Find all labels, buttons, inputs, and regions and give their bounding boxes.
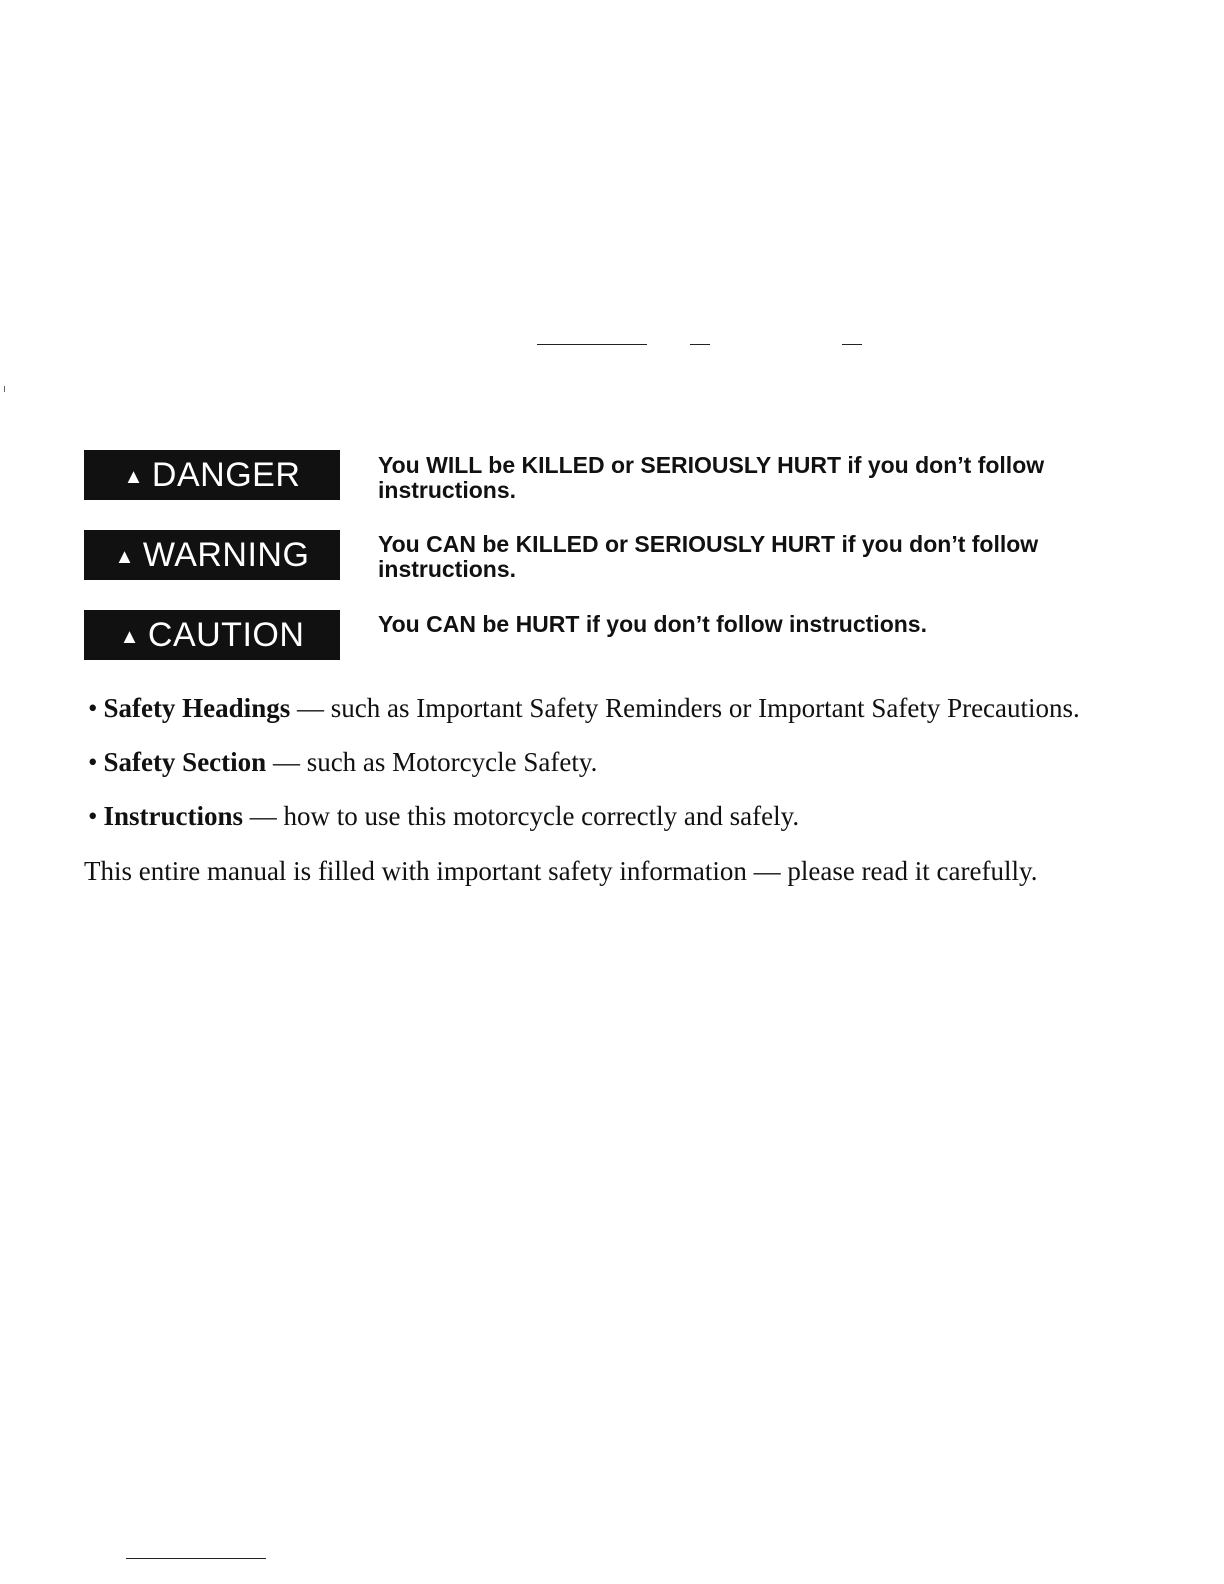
caution-label	[84, 610, 340, 660]
caution-word: CAUTION	[147, 615, 305, 654]
list-item-safety-headings	[88, 692, 1080, 724]
bullet-dot: •	[88, 747, 98, 777]
warning-triangle-icon: ▲	[119, 625, 140, 648]
warning-description: You CAN be KILLED or SERIOUSLY HURT if you don’t follow instructions.	[378, 531, 1039, 582]
warning-word: WARNING	[142, 535, 310, 574]
bullet-dot: •	[88, 693, 98, 723]
caution-description: You CAN be HURT if you don’t follow instructions.	[378, 611, 927, 637]
list-item-instructions	[88, 800, 799, 832]
list-item-safety-section	[88, 746, 597, 778]
bullet-dot: •	[88, 801, 98, 831]
top-rule-long	[537, 344, 647, 345]
scan-speck	[4, 386, 5, 392]
list-item-text: — such as Motorcycle Safety.	[266, 747, 598, 777]
top-rule-short-2	[842, 344, 862, 345]
list-item-label: Safety Section	[103, 747, 267, 777]
bottom-rule	[126, 1558, 266, 1559]
list-item-text: — such as Important Safety Reminders or Important Safety Precautions.	[290, 693, 1080, 723]
closing-sentence: This entire manual is filled with important safety information — please read it carefully.	[84, 856, 1038, 886]
list-item-label: Safety Headings	[103, 693, 291, 723]
list-item-text: — how to use this motorcycle correctly and safely.	[242, 801, 800, 831]
list-item-label: Instructions	[103, 801, 243, 831]
danger-word: DANGER	[151, 455, 301, 494]
warning-triangle-icon: ▲	[114, 545, 135, 568]
danger-description: You WILL be KILLED or SERIOUSLY HURT if you don’t follow instructions.	[378, 452, 1045, 503]
danger-label	[84, 450, 340, 500]
warning-label	[84, 530, 340, 580]
warning-triangle-icon: ▲	[123, 465, 144, 488]
top-rule-short-1	[690, 344, 710, 345]
